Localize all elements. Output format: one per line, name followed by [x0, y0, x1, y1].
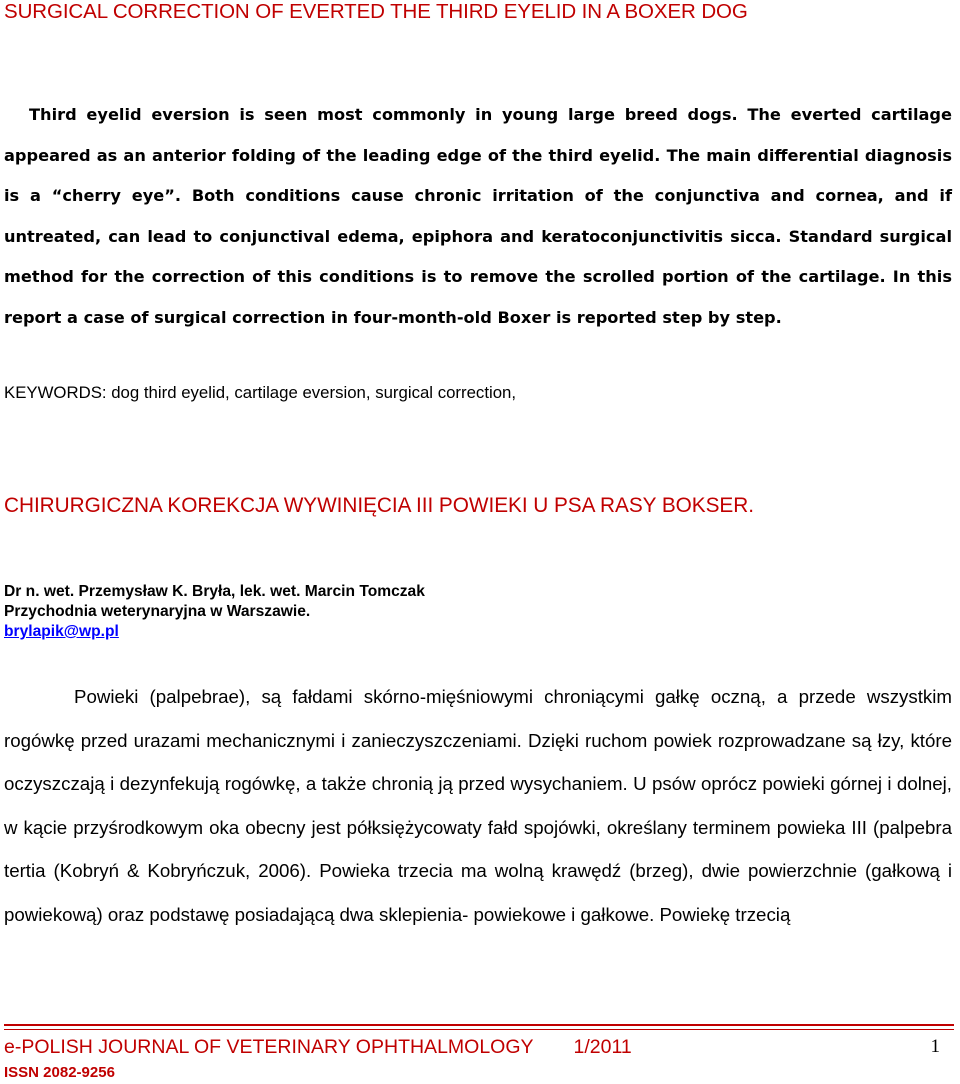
author-block — [4, 582, 425, 642]
author-affiliation: Przychodnia weterynaryjna w Warszawie. — [4, 603, 311, 620]
footer-issue: 1/2011 — [573, 1036, 632, 1058]
keywords: KEYWORDS: dog third eyelid, cartilage eversion, surgical correction, — [4, 383, 517, 402]
footer-rule-thin — [4, 1029, 954, 1030]
english-title: SURGICAL CORRECTION OF EVERTED THE THIRD EYELID IN A BOXER DOG — [4, 0, 748, 23]
polish-body-text — [4, 675, 952, 936]
footer-rule-thick — [4, 1024, 954, 1026]
footer-journal — [4, 1036, 632, 1059]
english-abstract — [4, 95, 952, 339]
footer-journal-name: e-POLISH JOURNAL OF VETERINARY OPHTHALMOLOGY — [4, 1036, 534, 1058]
footer-issn: ISSN 2082-9256 — [4, 1064, 115, 1081]
polish-title: CHIRURGICZNA KOREKCJA WYWINIĘCIA III POWIEKI U PSA RASY BOKSER. — [4, 494, 754, 517]
author-email-link[interactable]: brylapik@wp.pl — [4, 623, 119, 640]
page-number: 1 — [930, 1036, 940, 1057]
abstract-text: Third eyelid eversion is seen most commonly in young large breed dogs. The everted cartilage appeared as an anterior folding of the leading edge of the third eyelid. The main differential diagnosis is a “cherry eye”. Both conditions cause chronic irritation of the conjunctiva and cornea, and if untreated, can lead to conjunctival edema, epiphora and keratoconjunctivitis sicca. Standard surgical method for the correction of this conditions is to remove the scrolled portion of the cartilage. In this report a case of surgical correction in four-month-old Boxer is reported step by step. — [4, 105, 952, 327]
body-text: Powieki (palpebrae), są fałdami skórno-mięśniowymi chroniącymi gałkę oczną, a przede wszystkim rogówkę przed urazami mechanicznymi i zanieczyszczeniami. Dzięki ruchom powiek rozprowadzane są łzy, które oczyszczają i dezynfekują rogówkę, a także chronią ją przed wysychaniem. U psów oprócz powieki górnej i dolnej, w kącie przyśrodkowym oka obecny jest półksiężycowaty fałd spojówki, określany terminem powieka III (palpebra tertia (Kobryń & Kobryńczuk, 2006). Powieka trzecia ma wolną krawędź (brzeg), dwie powierzchnie (gałkową i powiekową) oraz podstawę posiadającą dwa sklepienia- powiekowe i gałkowe. Powiekę trzecią — [4, 686, 952, 925]
author-names: Dr n. wet. Przemysław K. Bryła, lek. wet. Marcin Tomczak — [4, 583, 425, 600]
